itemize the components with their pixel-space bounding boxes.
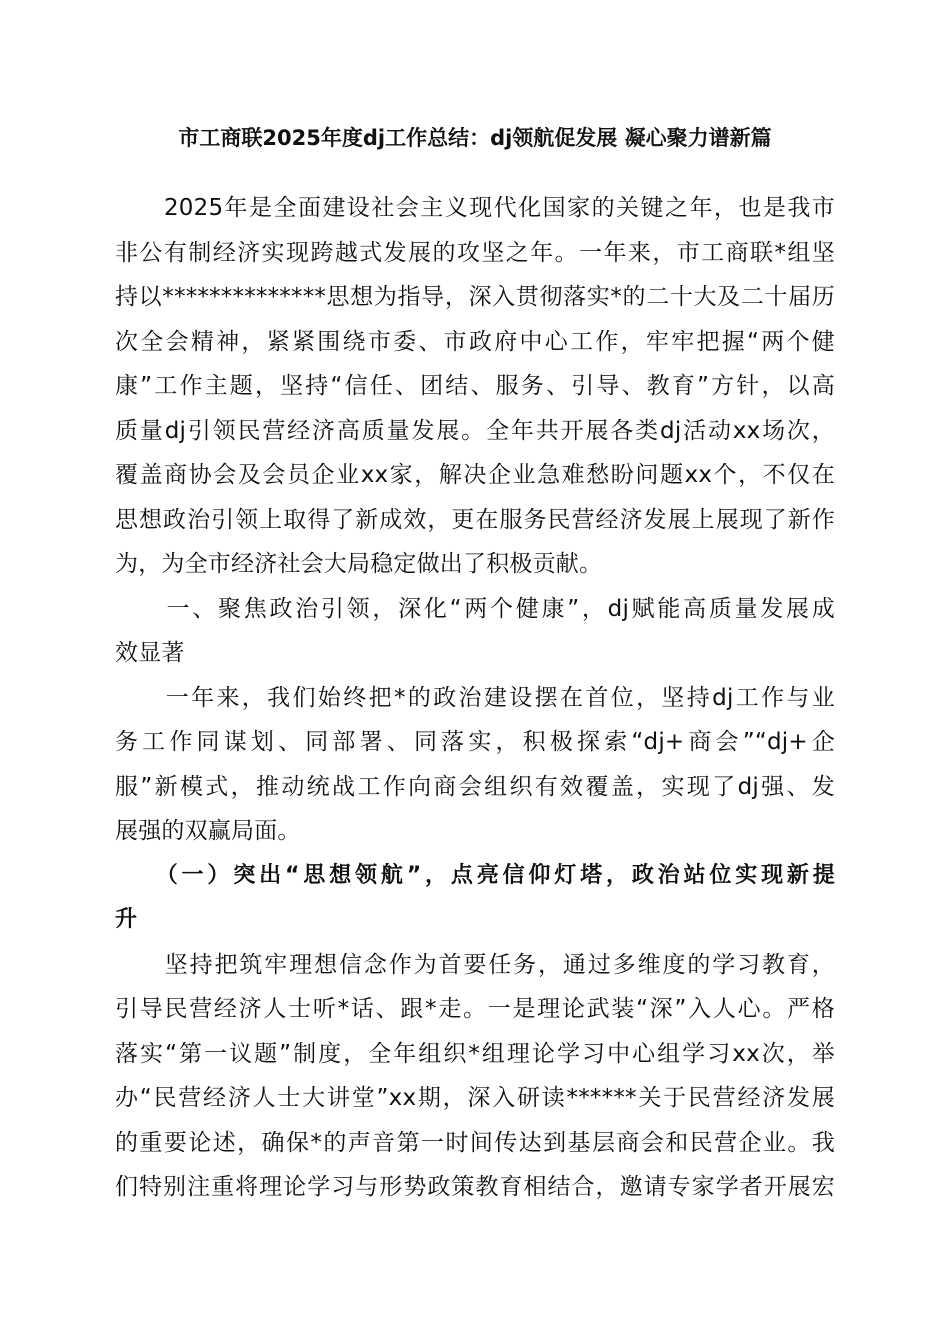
paragraph-line: 务工作同谋划、同部署、同落实，积极探索“dj+商会”“dj+企: [115, 729, 835, 755]
paragraph-line: 非公有制经济实现跨越式发展的攻坚之年。一年来，市工商联*组坚: [115, 239, 835, 266]
paragraph-line: 坚持把筑牢理想信念作为首要任务，通过多维度的学习教育，: [115, 951, 835, 978]
paragraph-line: 2025年是全面建设社会主义现代化国家的关键之年，也是我市: [115, 195, 835, 221]
document-title: 市工商联2025年度dj工作总结：dj领航促发展 凝心聚力谱新篇: [178, 126, 772, 150]
paragraph-line: 覆盖商协会及会员企业xx家，解决企业急难愁盼问题xx个，不仅在: [115, 462, 835, 488]
paragraph-line: 效显著: [115, 640, 185, 666]
section-heading-line: （一）突出“思想领航”，点亮信仰灯塔，政治站位实现新提: [115, 862, 835, 888]
paragraph-line: 引导民营经济人士听*话、跟*走。一是理论武装“深”入人心。严格: [115, 996, 835, 1022]
paragraph-line: 展强的双赢局面。: [115, 818, 301, 844]
paragraph-line: 质量dj引领民营经济高质量发展。全年共开展各类dj活动xx场次，: [115, 417, 835, 444]
paragraph-line: 一年来，我们始终把*的政治建设摆在首位，坚持dj工作与业: [115, 684, 835, 711]
paragraph-line: 办“民营经济人士大讲堂”xx期，深入研读******关于民营经济发展: [115, 1085, 835, 1111]
paragraph-line: 康”工作主题，坚持“信任、团结、服务、引导、教育”方针，以高: [115, 373, 835, 399]
paragraph-line: 为，为全市经济社会大局稳定做出了积极贡献。: [115, 551, 603, 577]
paragraph-line: 一、聚焦政治引领，深化“两个健康”，dj赋能高质量发展成: [115, 595, 835, 622]
paragraph-line: 持以**************思想为指导，深入贯彻落实*的二十大及二十届历: [115, 284, 835, 310]
paragraph-line: 的重要论述，确保*的声音第一时间传达到基层商会和民营企业。我: [115, 1129, 835, 1156]
paragraph-line: 次全会精神，紧紧围绕市委、市政府中心工作，牢牢把握“两个健: [115, 328, 835, 355]
paragraph-line: 落实“第一议题”制度，全年组织*组理论学习中心组学习xx次，举: [115, 1040, 835, 1067]
paragraph-line: 们特别注重将理论学习与形势政策教育相结合，邀请专家学者开展宏: [115, 1174, 835, 1200]
paragraph-line: 服”新模式，推动统战工作向商会组织有效覆盖，实现了dj强、发: [115, 773, 835, 800]
section-heading-line: 升: [115, 907, 138, 932]
paragraph-line: 思想政治引领上取得了新成效，更在服务民营经济发展上展现了新作: [115, 506, 835, 533]
